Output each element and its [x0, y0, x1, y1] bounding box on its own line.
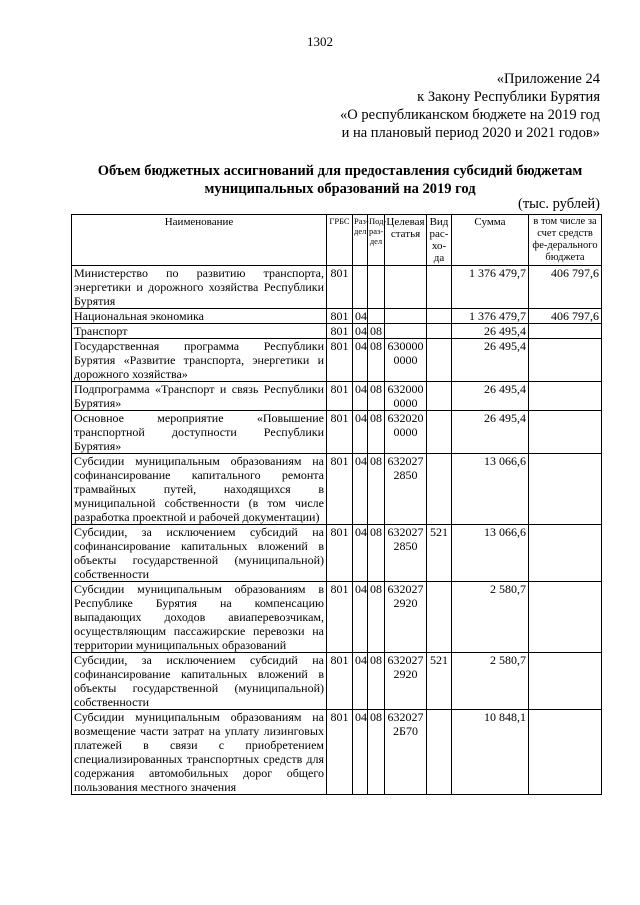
- row-target: [385, 266, 427, 309]
- row-vid: 521: [427, 525, 452, 582]
- table-row: [72, 710, 602, 795]
- units-label: (тыс. рублей): [518, 196, 600, 212]
- row-vid: [427, 266, 452, 309]
- row-name: Транспорт: [72, 324, 327, 339]
- row-podrazdel: 08: [368, 411, 385, 454]
- row-podrazdel: 08: [368, 339, 385, 382]
- row-razdel: [353, 266, 368, 309]
- appendix-reference: [340, 70, 600, 142]
- row-sum: 2 580,7: [452, 582, 529, 653]
- row-federal: [529, 525, 602, 582]
- row-razdel: 04: [353, 525, 368, 582]
- row-grbs: 801: [327, 525, 353, 582]
- table-row: [72, 525, 602, 582]
- row-target: 632027 2920: [385, 653, 427, 710]
- row-federal: [529, 582, 602, 653]
- row-podrazdel: 08: [368, 382, 385, 411]
- row-vid: [427, 454, 452, 525]
- budget-table: [71, 214, 602, 795]
- row-vid: [427, 339, 452, 382]
- row-target: 632027 2850: [385, 454, 427, 525]
- row-target: 632027 2850: [385, 525, 427, 582]
- table-row: [72, 266, 602, 309]
- row-vid: [427, 309, 452, 324]
- row-target: 632027 2Б70: [385, 710, 427, 795]
- row-target: [385, 309, 427, 324]
- row-grbs: 801: [327, 653, 353, 710]
- table-header-row: [72, 215, 602, 266]
- row-target: 632020 0000: [385, 411, 427, 454]
- table-row: [72, 324, 602, 339]
- table-row: [72, 339, 602, 382]
- appendix-line: к Закону Республики Бурятия: [417, 89, 600, 105]
- row-grbs: 801: [327, 411, 353, 454]
- header-podrazdel: Под-раз-дел: [368, 215, 385, 266]
- header-target: Целевая статья: [385, 215, 427, 266]
- row-razdel: 04: [353, 324, 368, 339]
- row-vid: [427, 582, 452, 653]
- row-sum: 1 376 479,7: [452, 309, 529, 324]
- row-razdel: 04: [353, 339, 368, 382]
- table-row: [72, 382, 602, 411]
- table-body: [72, 266, 602, 795]
- row-razdel: 04: [353, 454, 368, 525]
- document-title: [70, 162, 610, 198]
- row-name: Основное мероприятие «Повышение транспортной доступности Республики Бурятия»: [72, 411, 327, 454]
- row-name: Национальная экономика: [72, 309, 327, 324]
- row-name: Министерство по развитию транспорта, энергетики и дорожного хозяйства Республики Бурятия: [72, 266, 327, 309]
- row-razdel: 04: [353, 582, 368, 653]
- row-razdel: 04: [353, 309, 368, 324]
- row-target: 632027 2920: [385, 582, 427, 653]
- row-grbs: 801: [327, 266, 353, 309]
- row-vid: [427, 324, 452, 339]
- row-sum: 26 495,4: [452, 411, 529, 454]
- row-target: 630000 0000: [385, 339, 427, 382]
- row-podrazdel: [368, 266, 385, 309]
- appendix-line: «О республиканском бюджете на 2019 год: [340, 107, 600, 123]
- row-sum: 26 495,4: [452, 382, 529, 411]
- header-vid: Вид рас-хо-да: [427, 215, 452, 266]
- row-sum: 26 495,4: [452, 339, 529, 382]
- table-row: [72, 411, 602, 454]
- row-federal: [529, 710, 602, 795]
- row-federal: [529, 382, 602, 411]
- row-federal: 406 797,6: [529, 309, 602, 324]
- row-vid: [427, 710, 452, 795]
- row-federal: [529, 324, 602, 339]
- row-podrazdel: 08: [368, 454, 385, 525]
- row-sum: 2 580,7: [452, 653, 529, 710]
- row-razdel: 04: [353, 411, 368, 454]
- row-grbs: 801: [327, 339, 353, 382]
- row-name: Субсидии муниципальным образованиям в Республике Бурятия на компенсацию выпадающих доходов авиаперевозчикам, осуществляющим пассажирские перевозки на территории муниципальных образований: [72, 582, 327, 653]
- row-name: Субсидии муниципальным образованиям на возмещение части затрат на уплату лизинговых платежей в связи с приобретением специализированных транспортных средств для содержания автомобильных дорог общего пользования местного значения: [72, 710, 327, 795]
- row-podrazdel: 08: [368, 582, 385, 653]
- row-vid: [427, 411, 452, 454]
- page-number: 1302: [307, 34, 333, 49]
- row-razdel: 04: [353, 710, 368, 795]
- row-name: Субсидии, за исключением субсидий на софинансирование капитальных вложений в объекты государственной (муниципальной) собственности: [72, 525, 327, 582]
- row-grbs: 801: [327, 582, 353, 653]
- appendix-line: и на плановый период 2020 и 2021 годов»: [341, 125, 600, 141]
- row-grbs: 801: [327, 324, 353, 339]
- row-sum: 13 066,6: [452, 454, 529, 525]
- row-sum: 26 495,4: [452, 324, 529, 339]
- row-name: Субсидии, за исключением субсидий на софинансирование капитальных вложений в объекты государственной (муниципальной) собственности: [72, 653, 327, 710]
- row-podrazdel: 08: [368, 324, 385, 339]
- header-razdel: Раз-дел: [353, 215, 368, 266]
- row-grbs: 801: [327, 454, 353, 525]
- table-row: [72, 653, 602, 710]
- row-podrazdel: 08: [368, 653, 385, 710]
- row-name: Государственная программа Республики Бурятия «Развитие транспорта, энергетики и дорожного хозяйства»: [72, 339, 327, 382]
- row-name: Подпрограмма «Транспорт и связь Республики Бурятия»: [72, 382, 327, 411]
- row-target: [385, 324, 427, 339]
- row-target: 632000 0000: [385, 382, 427, 411]
- row-federal: [529, 411, 602, 454]
- row-sum: 13 066,6: [452, 525, 529, 582]
- title-line: Объем бюджетных ассигнований для предоставления субсидий бюджетам: [97, 163, 583, 179]
- row-grbs: 801: [327, 382, 353, 411]
- header-federal: в том числе за счет средств фе-дерального бюджета: [529, 215, 602, 266]
- row-vid: [427, 382, 452, 411]
- header-name: Наименование: [72, 215, 327, 266]
- row-razdel: 04: [353, 653, 368, 710]
- row-name: Субсидии муниципальным образованиям на софинансирование капитального ремонта трамвайных путей, находящихся в муниципальной собственности (в том числе разработка проектной и рабочей документации): [72, 454, 327, 525]
- row-sum: 10 848,1: [452, 710, 529, 795]
- row-grbs: 801: [327, 309, 353, 324]
- row-federal: [529, 653, 602, 710]
- appendix-line: «Приложение 24: [496, 71, 600, 87]
- row-grbs: 801: [327, 710, 353, 795]
- row-federal: [529, 339, 602, 382]
- row-sum: 1 376 479,7: [452, 266, 529, 309]
- row-podrazdel: [368, 309, 385, 324]
- row-federal: [529, 454, 602, 525]
- row-razdel: 04: [353, 382, 368, 411]
- table-row: [72, 309, 602, 324]
- header-grbs: ГРБС: [327, 215, 353, 266]
- row-podrazdel: 08: [368, 710, 385, 795]
- title-line: муниципальных образований на 2019 год: [204, 181, 476, 197]
- table-row: [72, 454, 602, 525]
- row-podrazdel: 08: [368, 525, 385, 582]
- table-row: [72, 582, 602, 653]
- header-sum: Сумма: [452, 215, 529, 266]
- row-vid: 521: [427, 653, 452, 710]
- row-federal: 406 797,6: [529, 266, 602, 309]
